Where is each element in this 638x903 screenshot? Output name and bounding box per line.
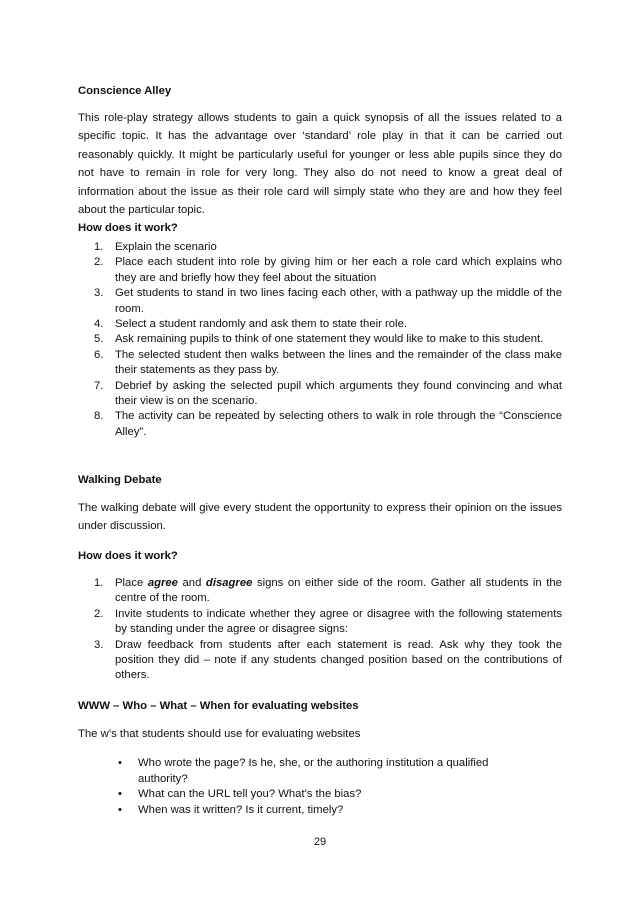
section-heading-www: WWW – Who – What – When for evaluating websites (78, 700, 359, 712)
list-item: 2. Place each student into role by giving him or her each a role card which explains who they are and briefly how they feel about the situation (94, 256, 562, 284)
how-does-it-work-heading-2: How does it work? (78, 550, 178, 562)
list-item: 4. Select a student randomly and ask them to state their role. (94, 318, 407, 331)
bullet-icon: • (118, 803, 122, 816)
bullet-icon: • (118, 757, 122, 769)
list-item: 5. Ask remaining pupils to think of one statement they would like to make to this student. (94, 333, 544, 346)
list-item: 8. The activity can be repeated by selecting others to walk in role through the “Conscience Alley”. (94, 410, 562, 438)
walking-debate-intro: The walking debate will give every student the opportunity to express their opinion on the issues under discussion. (78, 502, 562, 533)
walking-debate-steps (78, 576, 562, 684)
conscience-alley-steps (78, 240, 562, 440)
disagree-emphasis: disagree (205, 577, 253, 589)
page-number: 29 (313, 836, 327, 848)
list-item: 1. Place agree and disagree signs on either side of the room. Gather all students in the centre of the room. (94, 577, 562, 605)
www-bullets (78, 756, 562, 818)
list-item: 1. Explain the scenario (94, 241, 217, 253)
agree-emphasis: agree (147, 577, 178, 589)
list-item: 2. Invite students to indicate whether they agree or disagree with the following statements by standing under the agree or disagree signs: (94, 607, 562, 636)
bullet-icon: • (118, 788, 122, 801)
section-heading-conscience-alley: Conscience Alley (78, 85, 172, 97)
section-heading-walking-debate: Walking Debate (78, 474, 162, 486)
list-item: 6. The selected student then walks between the lines and the remainder of the class make their statements as they pass by. (94, 348, 562, 377)
list-item: • When was it written? Is it current, timely? (78, 803, 562, 819)
conscience-alley-intro: This role-play strategy allows students to gain a quick synopsis of all the issues related to a specific topic. It has the advantage over ‘standard’ role play in that it can be carried out reasonably quickly. It might be particularly useful for younger or less able pupils since they do not have to remain in role for very long. They also do not need to know a great deal of information about the issue as their role card will simply state who they are and how they feel about the particular topic. (78, 112, 562, 217)
document-page (78, 0, 562, 903)
how-does-it-work-heading-1: How does it work? (78, 222, 178, 234)
www-intro: The w’s that students should use for evaluating websites (78, 728, 361, 740)
list-item: • Who wrote the page? Is he, she, or the authoring institution a qualified authority? (118, 757, 489, 785)
list-item: 7. Debrief by asking the selected pupil which arguments they found convincing and what their view is on the scenario. (94, 379, 562, 408)
list-item: • What can the URL tell you? What's the bias? (78, 787, 562, 803)
list-item: 3. Draw feedback from students after each statement is read. Ask why they took the position they did – note if any students changed position based on the contributions of others. (94, 638, 562, 682)
list-item: 3. Get students to stand in two lines facing each other, with a pathway up the middle of the room. (94, 287, 562, 315)
